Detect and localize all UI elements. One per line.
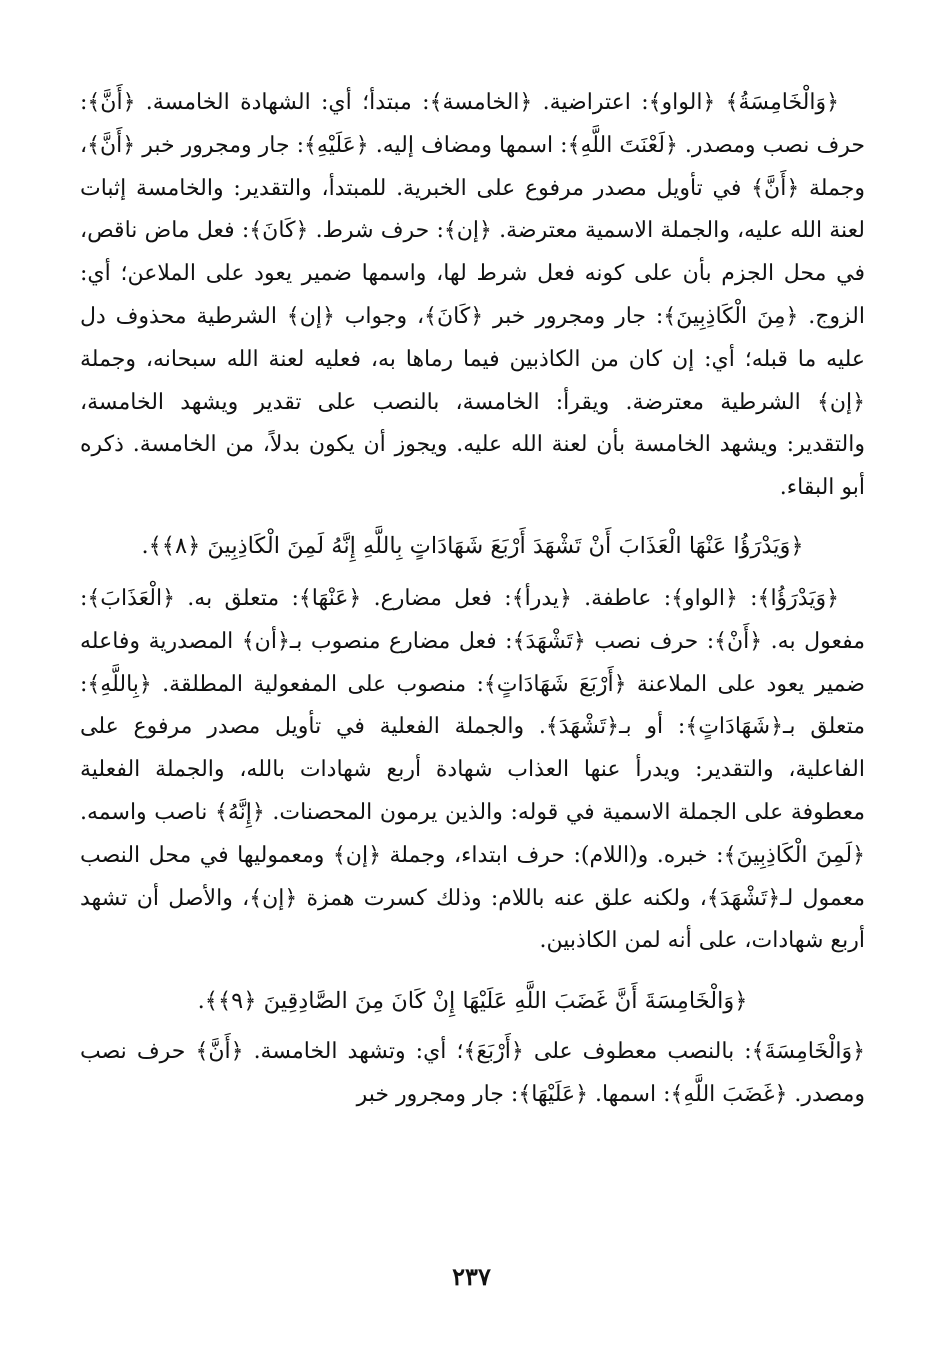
quran-verse-9: ﴿وَالْخَامِسَةَ أَنَّ غَضَبَ اللَّهِ عَلَيْهَا إِنْ كَانَ مِنَ الصَّادِقِينَ ﴿٩﴾﴾. [197, 988, 748, 1015]
page-number: ٢٣٧ [452, 1262, 491, 1291]
commentary-paragraph-3: ﴿وَالْخَامِسَةَ﴾: بالنصب معطوف على ﴿أَرْبَعَ﴾؛ أي: وتشهد الخامسة. ﴿أَنَّ﴾ حرف نصب ومصدر. ﴿غَضَبَ اللَّهِ﴾: اسمها. ﴿عَلَيْهَا﴾: جار ومجرور خبر [80, 1039, 865, 1107]
commentary-paragraph-2: ﴿وَيَدْرَؤُا﴾: ﴿الواو﴾: عاطفة. ﴿يدرأ﴾: فعل مضارع. ﴿عَنْهَا﴾: متعلق به. ﴿الْعَذَابَ﴾: مفعول به. ﴿أَنْ﴾: حرف نصب ﴿تَشْهَدَ﴾: فعل مضارع منصوب بـ﴿أن﴾ المصدرية وفاعله ضمير يعود على الملاعنة ﴿أَرْبَعَ شَهَادَاتٍ﴾: منصوب على المفعولية المطلقة. ﴿بِاللَّهِ﴾: متعلق بـ﴿شَهَادَاتٍ﴾: أو بـ﴿تَشْهَدَ﴾. والجملة الفعلية في تأويل مصدر مرفوع على الفاعلية، والتقدير: ويدرأ عنها العذاب شهادة أربع شهادات بالله، والجملة الفعلية معطوفة على الجملة الاسمية في قوله: والذين يرمون المحصنات. ﴿إِنَّهُ﴾ ناصب واسمه. ﴿لَمِنَ الْكَاذِبِينَ﴾: خبره. و(اللام): حرف ابتداء، وجملة ﴿إن﴾ ومعموليها في محل النصب معمول لـ﴿تَشْهَدَ﴾، ولكنه علق عنه باللام: وذلك كسرت همزة ﴿إن﴾، والأصل أن تشهد أربع شهادات، على أنه لمن الكاذبين. [80, 585, 865, 954]
page-body [80, 82, 865, 1117]
quran-verse-8: ﴿وَيَدْرَؤُا عَنْهَا الْعَذَابَ أَنْ تَشْهَدَ أَرْبَعَ شَهَادَاتٍ بِاللَّهِ إِنَّهُ لَمِنَ الْكَاذِبِينَ ﴿٨﴾﴾. [141, 532, 804, 559]
commentary-paragraph-1: ﴿وَالْخَامِسَةُ﴾ ﴿الواو﴾: اعتراضية. ﴿الخامسة﴾: مبتدأ؛ أي: الشهادة الخامسة. ﴿أَنَّ﴾: حرف نصب ومصدر. ﴿لَعْنَتَ اللَّهِ﴾: اسمها ومضاف إليه. ﴿عَلَيْهِ﴾: جار ومجرور خبر ﴿أَنَّ﴾، وجملة ﴿أَنَّ﴾ في تأويل مصدر مرفوع على الخبرية. للمبتدأ، والتقدير: والخامسة إثبات لعنة الله عليه، والجملة الاسمية معترضة. ﴿إن﴾: حرف شرط. ﴿كَانَ﴾: فعل ماض ناقص، في محل الجزم بأن على كونه فعل شرط لها، واسمها ضمير يعود على الملاعن؛ أي: الزوج. ﴿مِنَ الْكَاذِبِينَ﴾: جار ومجرور خبر ﴿كَانَ﴾، وجواب ﴿إن﴾ الشرطية محذوف دل عليه ما قبله؛ أي: إن كان من الكاذبين فيما رماها به، فعليه لعنة الله سبحانه، وجملة ﴿إن﴾ الشرطية معترضة. ويقرأ: الخامسة، بالنصب على تقدير ويشهد الخامسة، والتقدير: ويشهد الخامسة بأن لعنة الله عليه. ويجوز أن يكون بدلاً، من الخامسة. ذكره أبو البقاء. [80, 90, 865, 501]
